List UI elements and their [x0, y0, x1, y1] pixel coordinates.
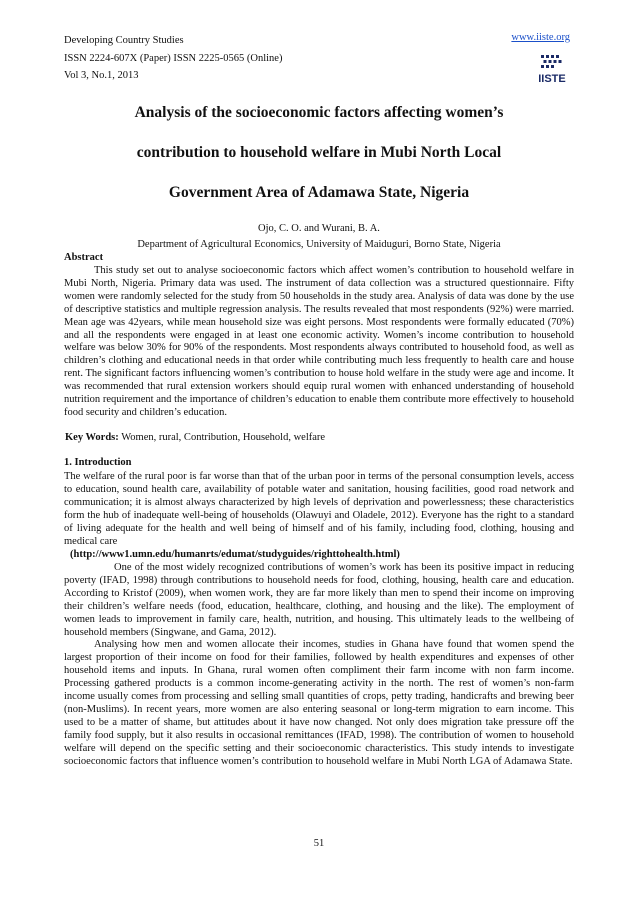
- author-names: Ojo, C. O. and Wurani, B. A.: [258, 223, 380, 234]
- keywords-text: Women, rural, Contribution, Household, welfare: [121, 432, 326, 443]
- author-block: [64, 221, 574, 253]
- keywords-label: Key Words:: [65, 432, 119, 443]
- reference-link[interactable]: (http://www1.umn.edu/humanrts/edumat/studyguides/righttohealth.html): [70, 549, 400, 560]
- title-line: Government Area of Adamawa State, Nigeria: [168, 184, 470, 201]
- journal-volume: Vol 3, No.1, 2013: [64, 70, 139, 81]
- journal-issn: ISSN 2224-607X (Paper) ISSN 2225-0565 (Online): [64, 52, 283, 64]
- abstract-heading: Abstract: [64, 252, 104, 263]
- iiste-logo-icon: [535, 53, 569, 87]
- intro-paragraph-3: Analysing how men and women allocate their incomes, studies in Ghana have found that women spend the largest proportion of their income on food for their families, followed by health expenditures and expenses of other household items and inputs. In Ghana, rural women often compliment their farm income with non farm income. Processing gathered products is a common income-generating activity in the north. The rest of women’s non-farm income usually comes from processing and selling small quantities of crops, petty trading, handicrafts and brewing beer (non-Muslims). In recent years, more women are also entering seasonal or long-term migration to earn income. This used to be a matter of shame, but attitudes about it have now changed. Not only does migration take pressure off the family food supply, but it also results in occasional remittances (IFAD, 1998). The contribution of women to household welfare will depend on the specific setting and their socioeconomic characteristics. This study intends to investigate socioeconomic factors that influence women’s contribution to household welfare in Mubi North LGA of Adamawa State.: [64, 639, 574, 767]
- intro-paragraphs-block: [64, 562, 574, 769]
- abstract-body: [64, 265, 574, 420]
- logo-text: IISTE: [538, 73, 566, 85]
- journal-url-link[interactable]: www.iiste.org: [511, 32, 570, 43]
- journal-header: [64, 32, 282, 85]
- intro-paragraph-1: The welfare of the rural poor is far worse than that of the urban poor in terms of the personal consumption levels, access to education, sound health care, availability of potable water and sanitation, housing facilities, good road network and communication; it is almost always characterized by high levels of deprivation and powerlessness; these characteristics form the hub of inadequate well-being of households (Olawuyi and Oladele, 2012). Everyone has the right to a standard of living adequate for the health and well being of himself and of his family, including food, clothing, housing and medical care: [64, 471, 574, 547]
- author-affiliation: Department of Agricultural Economics, University of Maiduguri, Borno State, Nigeria: [137, 239, 501, 250]
- journal-name: Developing Country Studies: [64, 35, 184, 46]
- paper-title: [64, 93, 574, 213]
- abstract-text: This study set out to analyse socioeconomic factors which affect women’s contribution to household welfare in Mubi North, Nigeria. Primary data was used. The instrument of data collection was a structured questionnaire. Fifty women were randomly selected for the study from 50 households in the study area. Analysis of data was done by the use of descriptive statistics and multiple regression analysis. The results revealed that most respondents (92%) were married. Mean age was 42years, while mean household size was eight persons. Most respondents were formally educated (70%) and all the respondents were engaged in at least one economic activity. Women’s income contribution to household welfare was below 30% for 90% of the respondents. Most respondents always contributed to household food, as well as children’s clothing and educational needs in that order while contributing much less frequently to health care and house rent. The significant factors influencing women’s contribution to house hold welfare in the study were age and income. It was recommended that rural extension workers should equip rural women with enhanced understanding of household nutrition requirement and the importance of children’s education to enable them contribute more effectively to household food security and children’s education.: [64, 265, 574, 418]
- title-line: contribution to household welfare in Mubi North Local: [136, 144, 502, 161]
- section-heading: 1. Introduction: [64, 457, 132, 468]
- intro-paragraph-2: One of the most widely recognized contributions of women’s work has been its positive impact in reducing poverty (IFAD, 1998) through contributions to household needs for food, clothing, housing, health care and education. According to Kristof (2009), when women work, they are far more likely than men to spend their income on improving their children’s welfare needs (food, education, healthcare, clothing, and housing and the like). The employment of women leads to improvement in family care, health, nutrition, and housing. This ultimately leads to the wellbeing of household members (Singwane, and Gama, 2012).: [64, 562, 574, 638]
- intro-paragraph-1-block: [64, 471, 574, 548]
- keywords: [65, 432, 325, 443]
- title-line: Analysis of the socioeconomic factors affecting women’s: [134, 104, 504, 121]
- page-number: 51: [313, 838, 325, 849]
